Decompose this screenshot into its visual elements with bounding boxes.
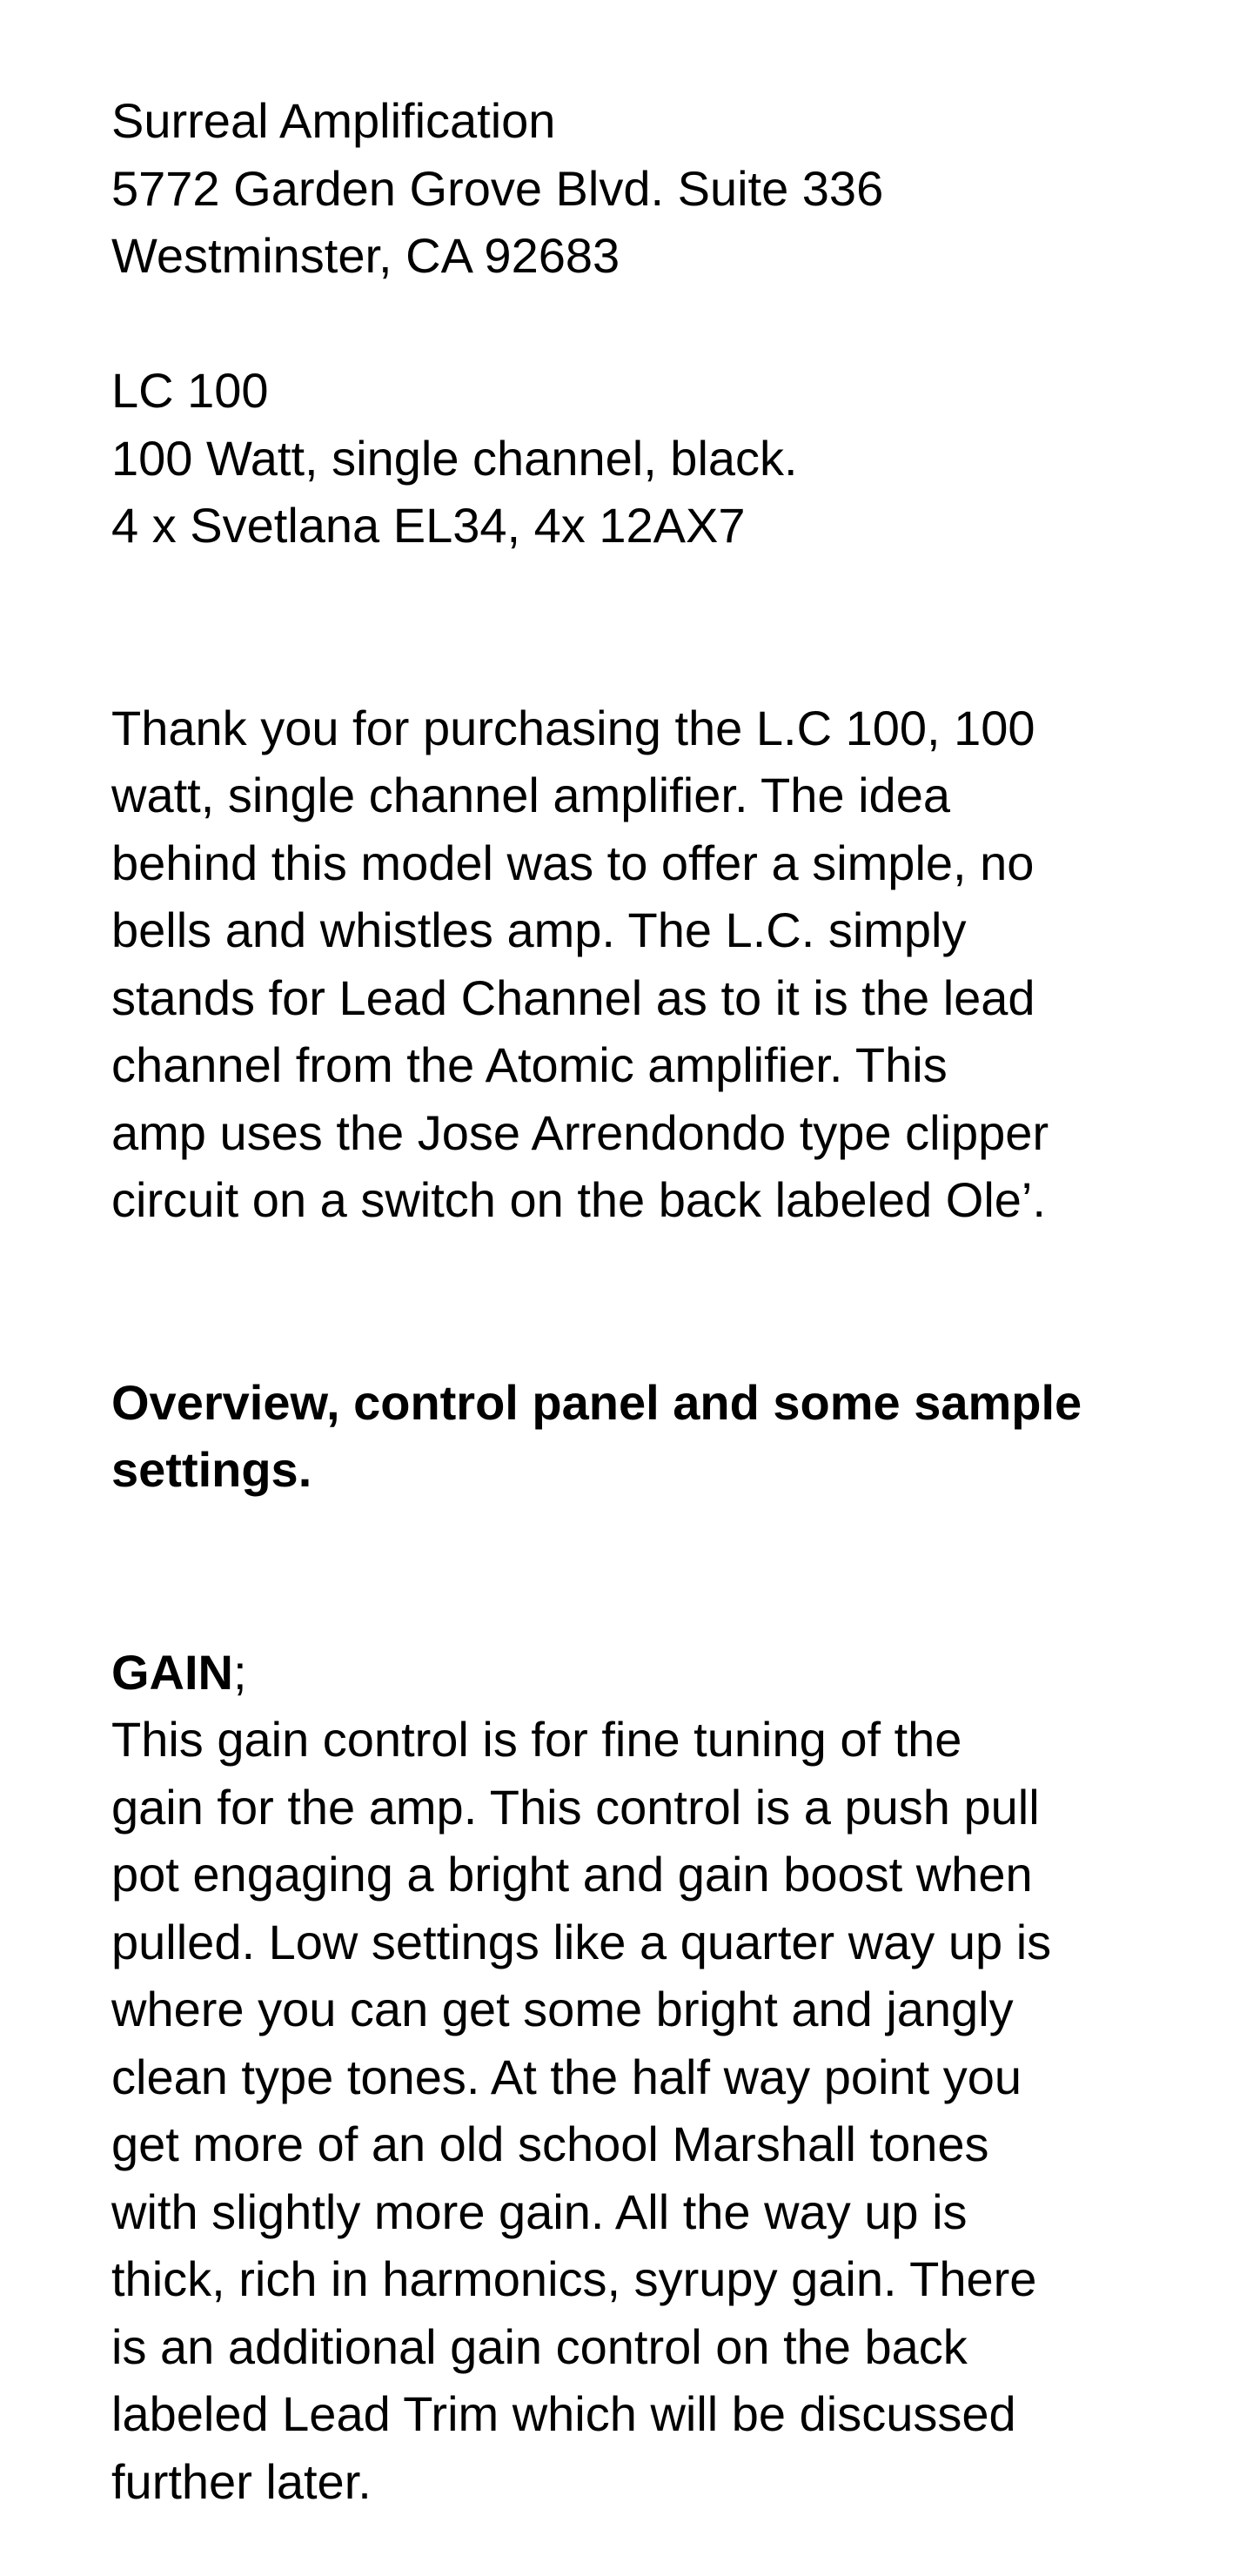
gain-line: with slightly more gain. All the way up is [111,2184,968,2239]
gain-line: thick, rich in harmonics, syrupy gain. There [111,2251,1037,2306]
intro-line: watt, single channel amplifier. The idea [111,768,950,822]
gain-label-suffix: ; [233,1644,247,1700]
gain-line: where you can get some bright and jangly [111,1982,1014,2036]
document-body [111,87,1156,2515]
product-tubes: 4 x Svetlana EL34, 4x 12AX7 [111,498,746,553]
street-address: 5772 Garden Grove Blvd. Suite 336 [111,160,884,216]
spacer [111,560,1156,694]
gain-section [111,1639,1156,2516]
product-block [111,357,1156,560]
gain-line: get more of an old school Marshall tones [111,2116,989,2171]
company-name: Surreal Amplification [111,93,556,148]
overview-heading-line: settings. [111,1442,312,1497]
overview-heading [111,1369,1156,1504]
product-model: LC 100 [111,363,269,418]
spacer [111,1234,1156,1369]
overview-heading-line: Overview, control panel and some sample [111,1374,1082,1430]
intro-line: amp uses the Jose Arrendondo type clipper [111,1104,1049,1160]
gain-line: labeled Lead Trim which will be discussed [111,2386,1016,2441]
intro-line: Thank you for purchasing the L.C 100, 100 [111,700,1035,755]
gain-line: clean type tones. At the half way point you [111,2049,1022,2104]
gain-line: pulled. Low settings like a quarter way up is [111,1914,1052,1969]
gain-label: GAIN [111,1644,233,1700]
spacer [111,1504,1156,1639]
gain-line: is an additional gain control on the back [111,2318,968,2374]
gain-heading [111,1639,1156,1707]
gain-line: gain for the amp. This control is a push pull [111,1779,1040,1835]
address-block [111,87,1156,290]
city-state-zip: Westminster, CA 92683 [111,228,620,283]
intro-paragraph [111,694,1156,1234]
intro-line: stands for Lead Channel as to it is the lead [111,969,1035,1025]
spacer [111,290,1156,358]
gain-line: This gain control is for fine tuning of the [111,1712,962,1767]
intro-line: channel from the Atomic amplifier. This [111,1037,948,1092]
gain-line: pot engaging a bright and gain boost when [111,1847,1033,1902]
intro-line: bells and whistles amp. The L.C. simply [111,902,967,957]
product-description: 100 Watt, single channel, black. [111,430,798,486]
intro-line: behind this model was to offer a simple, no [111,835,1035,890]
intro-line: circuit on a switch on the back labeled Ole’. [111,1172,1046,1227]
gain-line: further later. [111,2453,372,2509]
